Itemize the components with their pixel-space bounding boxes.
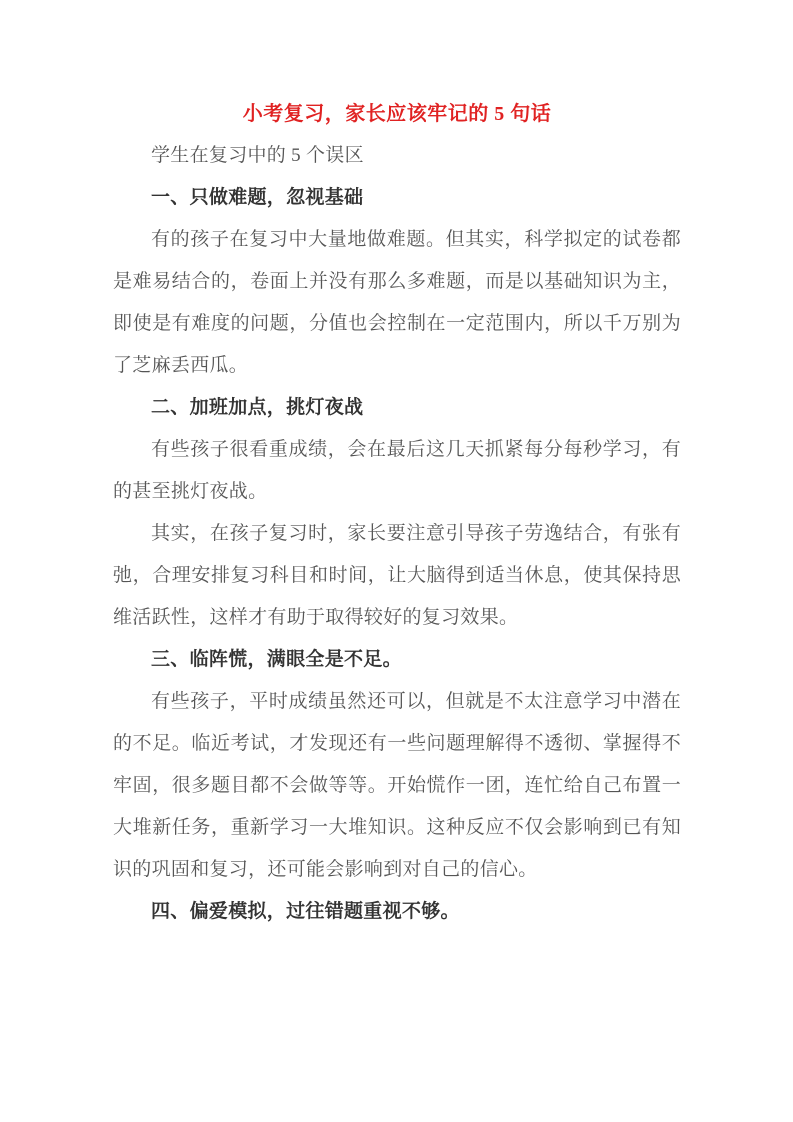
document-title: 小考复习，家长应该牢记的 5 句话 bbox=[242, 103, 552, 125]
section-2-paragraph-2: 其实，在孩子复习时，家长要注意引导孩子劳逸结合，有张有弛，合理安排复习科目和时间，让大脑得到适当休息，使其保持思维活跃性，这样才有助于取得较好的复习效果。 bbox=[113, 523, 681, 628]
section-3-heading: 三、临阵慌，满眼全是不足。 bbox=[151, 649, 402, 670]
section-1-heading: 一、只做难题，忽视基础 bbox=[151, 187, 364, 208]
section-4-heading: 四、偏爱模拟，过往错题重视不够。 bbox=[151, 901, 460, 922]
section-1-paragraph-1: 有的孩子在复习中大量地做难题。但其实，科学拟定的试卷都是难易结合的，卷面上并没有那么多难题，而是以基础知识为主，即使是有难度的问题，分值也会控制在一定范围内，所以千万别为了芝麻丢西瓜。 bbox=[113, 229, 681, 376]
section-3-paragraph-1: 有些孩子，平时成绩虽然还可以，但就是不太注意学习中潜在的不足。临近考试，才发现还有一些问题理解得不透彻、掌握得不牢固，很多题目都不会做等等。开始慌作一团，连忙给自己布置一大堆新任务，重新学习一大堆知识。这种反应不仅会影响到已有知识的巩固和复习，还可能会影响到对自己的信心。 bbox=[113, 691, 681, 880]
section-2-heading: 二、加班加点，挑灯夜战 bbox=[151, 397, 364, 418]
section-2-paragraph-1: 有些孩子很看重成绩，会在最后这几天抓紧每分每秒学习，有的甚至挑灯夜战。 bbox=[113, 439, 681, 502]
intro-line: 学生在复习中的 5 个误区 bbox=[151, 145, 364, 166]
